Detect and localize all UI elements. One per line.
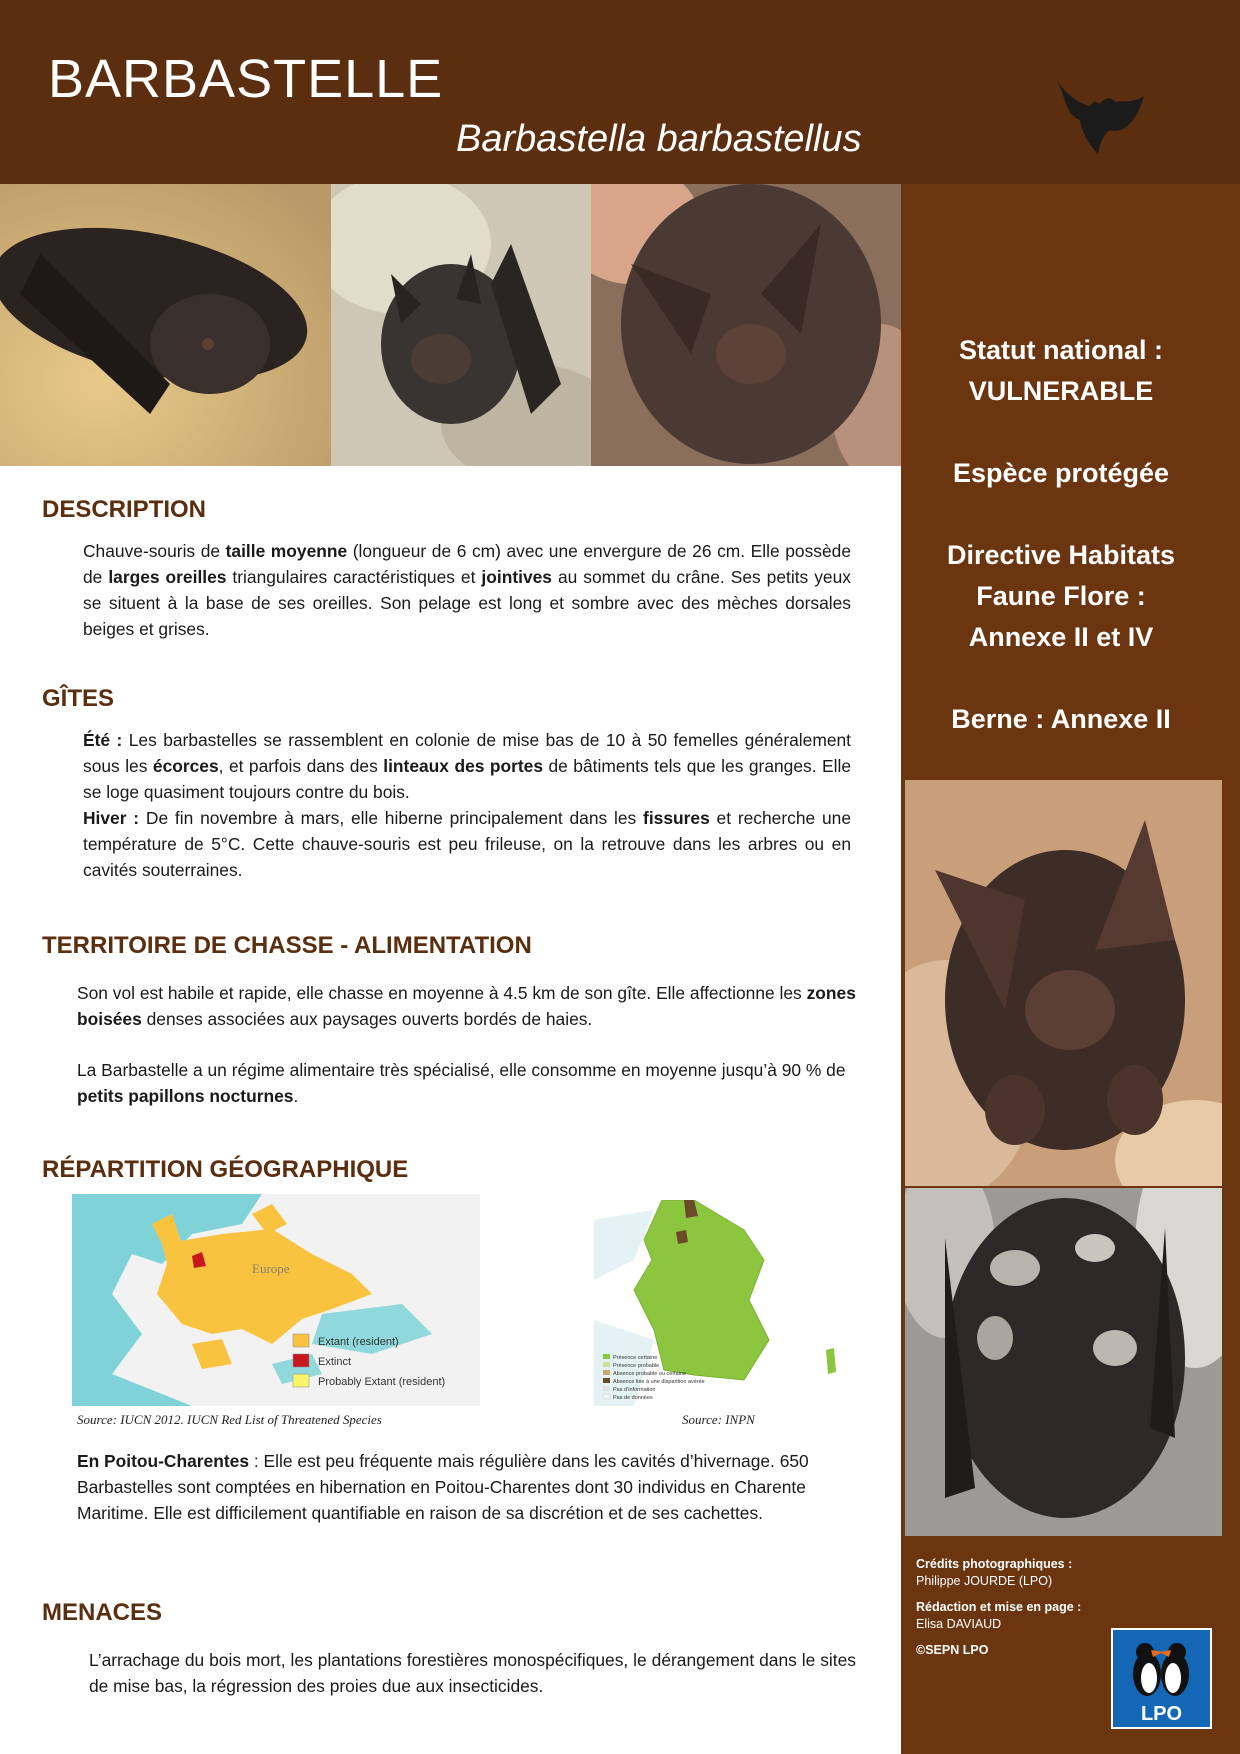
legend2-5: Pas d’information (613, 1387, 656, 1393)
credits-photo-label: Crédits photographiques : (916, 1557, 1073, 1571)
status-block (901, 330, 1221, 740)
gites-title: GÎTES (42, 685, 115, 712)
legend-extinct: Extinct (318, 1356, 352, 1368)
credits-redaction-value: Elisa DAVIAUD (916, 1617, 1002, 1631)
status-directive-2: Faune Flore : (976, 581, 1146, 611)
credits-copyright: ©SEPN LPO (916, 1643, 989, 1657)
europe-map (72, 1194, 480, 1406)
status-directive-3: Annexe II et IV (968, 622, 1154, 652)
bat-photo-2 (331, 184, 591, 466)
page-title: BARBASTELLE (48, 49, 444, 109)
status-national-label: Statut national : (959, 335, 1163, 365)
status-national-value: VULNERABLE (968, 376, 1154, 406)
france-map (594, 1200, 846, 1406)
status-directive-1: Directive Habitats (946, 540, 1176, 570)
source-inpn: Source: INPN (682, 1412, 755, 1427)
poitou-charentes-text: En Poitou-Charentes : Elle est peu fréquente mais régulière dans les cavités d’hivernage. 650 Barbastelles sont comptées en hibernation en Poitou-Charentes dont 30 individus en Charente Maritime. Elle est difficilement quantifiable en raison de sa discrétion et de ses cachettes. (77, 1451, 809, 1523)
legend2-4: Absence liée à une disparition avérée (613, 1379, 705, 1385)
status-berne: Berne : Annexe II (951, 704, 1171, 734)
credits-redaction-label: Rédaction et mise en page : (916, 1600, 1082, 1614)
bat-photo-side-2 (905, 1188, 1222, 1536)
menaces-title: MENACES (42, 1599, 163, 1626)
source-iucn: Source: IUCN 2012. IUCN Red List of Threatened Species (77, 1412, 382, 1427)
lpo-logo-text: LPO (1140, 1703, 1183, 1725)
chasse-text-2: La Barbastelle a un régime alimentaire très spécialisé, elle consomme en moyenne jusqu’à 90 % de petits papillons nocturnes. (77, 1060, 846, 1106)
legend2-2: Présence probable (613, 1363, 660, 1369)
bat-photo-side-1 (905, 780, 1222, 1186)
bat-photo-3 (591, 184, 901, 466)
lpo-logo (1111, 1628, 1212, 1729)
menaces-text: L’arrachage du bois mort, les plantations forestières monospécifiques, le dérangement dans le sites de mise bas, la régression des proies due aux insecticides. (89, 1650, 856, 1696)
bat-photo-1 (0, 184, 331, 466)
map-europe-label: Europe (252, 1261, 290, 1276)
description-title: DESCRIPTION (42, 496, 207, 523)
chasse-title: TERRITOIRE DE CHASSE - ALIMENTATION (42, 932, 532, 959)
gites-ete-text: Été : Les barbastelles se rassemblent en colonie de mise bas de 10 à 50 femelles généralement sous les écorces, et parfois dans des linteaux des portes de bâtiments tels que les granges. Elle se loge quasiment toujours contre du bois. (83, 730, 852, 802)
legend2-6: Pas de données (613, 1395, 653, 1401)
gites-hiver-text: Hiver : De fin novembre à mars, elle hiberne principalement dans les fissures et recherche une température de 5°C. Cette chauve-souris est peu frileuse, on la retrouve dans les arbres ou en cavités souterraines. (83, 808, 851, 880)
status-protected: Espèce protégée (952, 458, 1170, 488)
bat-icon (1052, 74, 1148, 156)
legend2-1: Présence certaine (613, 1355, 658, 1361)
latin-name: Barbastella barbastellus (456, 118, 862, 160)
legend-probable: Probably Extant (resident) (318, 1376, 446, 1388)
description-text: Chauve-souris de taille moyenne (longueur de 6 cm) avec une envergure de 26 cm. Elle possède de larges oreilles triangulaires caractéristiques et jointives au sommet du crâne. Ses petits yeux se situent à la base de ses oreilles. Son pelage est long et sombre avec des mèches dorsales beiges et grises. (83, 541, 851, 639)
credits (916, 1556, 1096, 1659)
chasse-text-1: Son vol est habile et rapide, elle chasse en moyenne à 4.5 km de son gîte. Elle affectionne les zones boisées denses associées aux paysages ouverts bordés de haies. (77, 983, 856, 1029)
repartition-title: RÉPARTITION GÉOGRAPHIQUE (42, 1156, 409, 1183)
legend-extant: Extant (resident) (318, 1336, 399, 1348)
credits-photo-value: Philippe JOURDE (LPO) (916, 1574, 1053, 1588)
legend2-3: Absence probable ou certaine (613, 1371, 687, 1377)
